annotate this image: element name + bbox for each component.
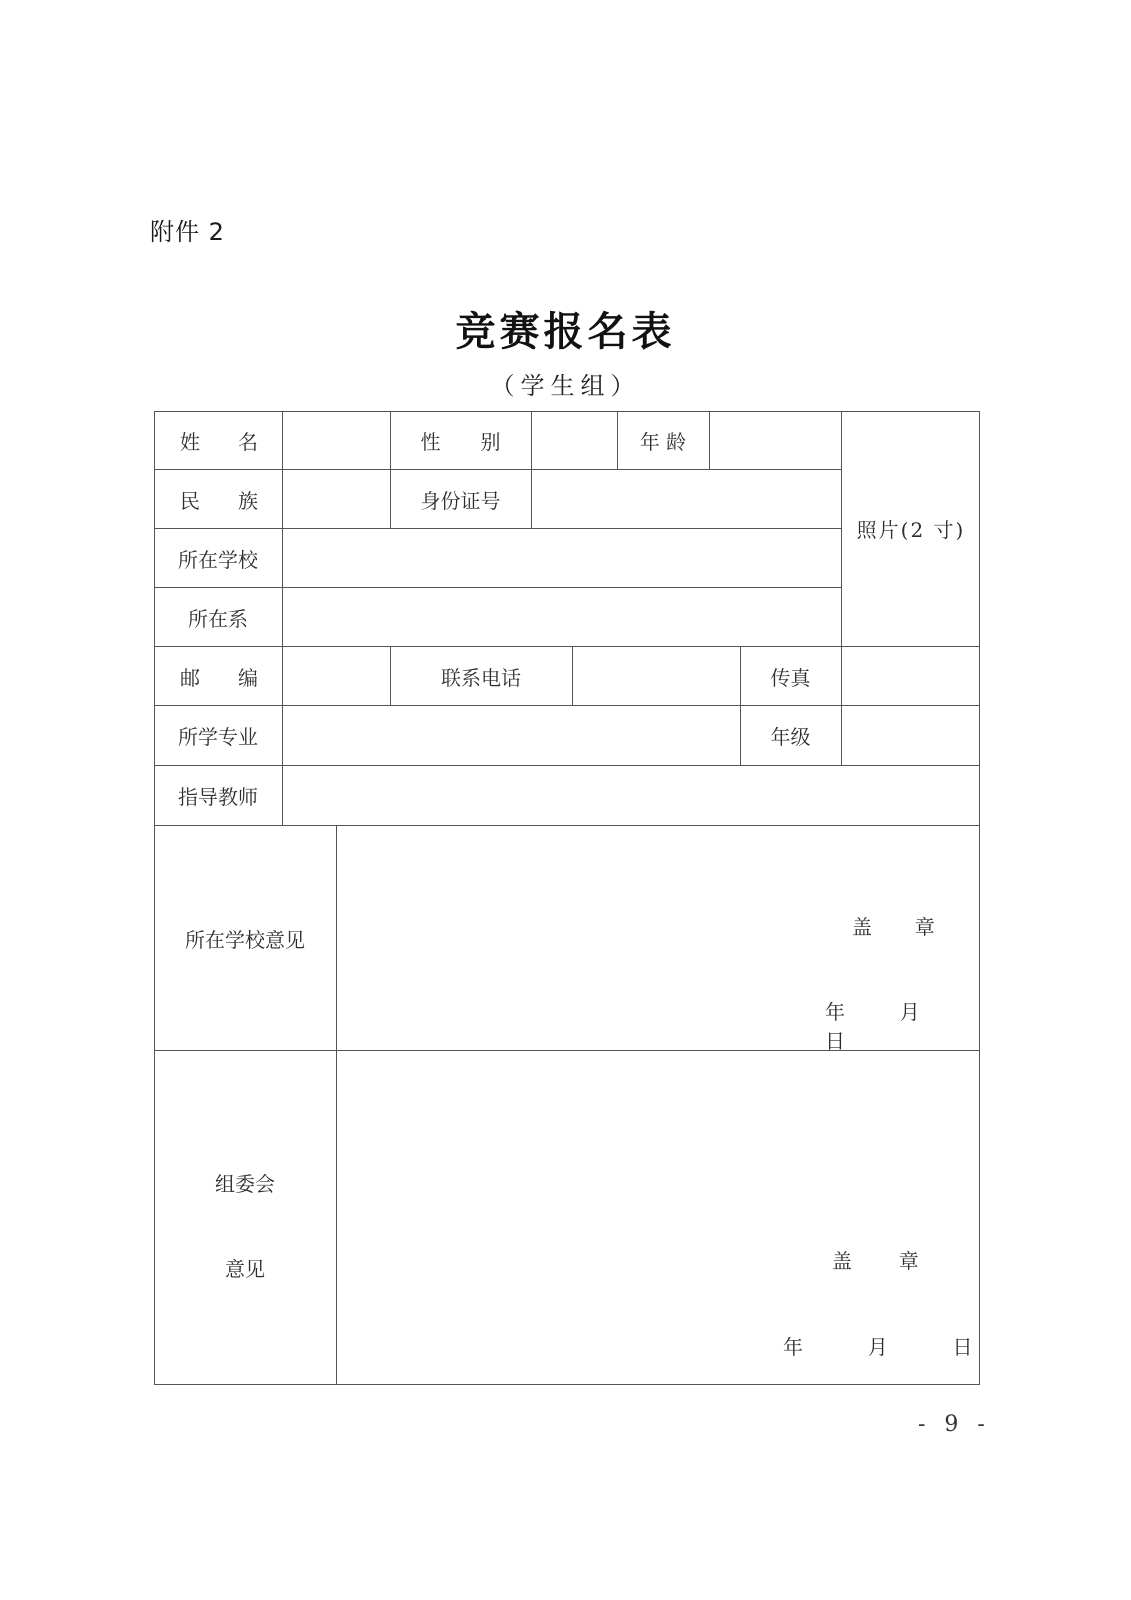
attachment-label: 附件 2 — [150, 218, 225, 246]
grade-label: 年级 — [770, 725, 811, 749]
name-field[interactable] — [283, 411, 390, 469]
ethnicity-label: 民 族 — [180, 488, 258, 513]
committee-opinion-label: 组委会 意见 — [215, 1172, 275, 1281]
department-label: 所在系 — [188, 606, 248, 631]
form-subtitle: （学生组） — [490, 372, 641, 400]
department-field[interactable] — [283, 588, 841, 646]
phone-label: 联系电话 — [441, 665, 521, 690]
school-opinion-label: 所在学校意见 — [185, 927, 305, 952]
fax-label: 传真 — [770, 665, 811, 690]
school-field[interactable] — [283, 529, 841, 587]
committee-date-label: 年 月 日 — [783, 1335, 973, 1359]
major-label: 所学专业 — [178, 725, 258, 749]
fax-field[interactable] — [842, 647, 980, 705]
page-number: - 9 - — [918, 1412, 991, 1437]
photo-box[interactable]: 照片(2 寸) — [856, 518, 966, 542]
major-field[interactable] — [283, 706, 740, 765]
gender-label: 性 别 — [420, 429, 501, 454]
name-label: 姓 名 — [180, 429, 258, 454]
school-opinion-field[interactable] — [337, 826, 980, 1053]
phone-field[interactable] — [573, 647, 740, 705]
postcode-field[interactable] — [283, 647, 390, 705]
school-seal-label: 盖 章 — [852, 915, 935, 939]
form-title: 竞赛报名表 — [455, 308, 676, 355]
age-field[interactable] — [710, 411, 841, 469]
advisor-label: 指导教师 — [178, 785, 258, 809]
committee-opinion-field[interactable] — [337, 1051, 980, 1385]
school-date-label: 年 月 日 — [825, 1000, 920, 1053]
gender-field[interactable] — [532, 411, 617, 469]
id-number-label: 身份证号 — [420, 488, 501, 513]
postcode-label: 邮 编 — [180, 665, 258, 690]
grade-field[interactable] — [842, 706, 980, 765]
committee-seal-label: 盖 章 — [832, 1249, 919, 1273]
school-label: 所在学校 — [178, 547, 258, 572]
id-number-field[interactable] — [532, 470, 841, 528]
age-label: 年 龄 — [639, 429, 687, 454]
advisor-field[interactable] — [283, 766, 980, 825]
ethnicity-field[interactable] — [283, 470, 390, 528]
